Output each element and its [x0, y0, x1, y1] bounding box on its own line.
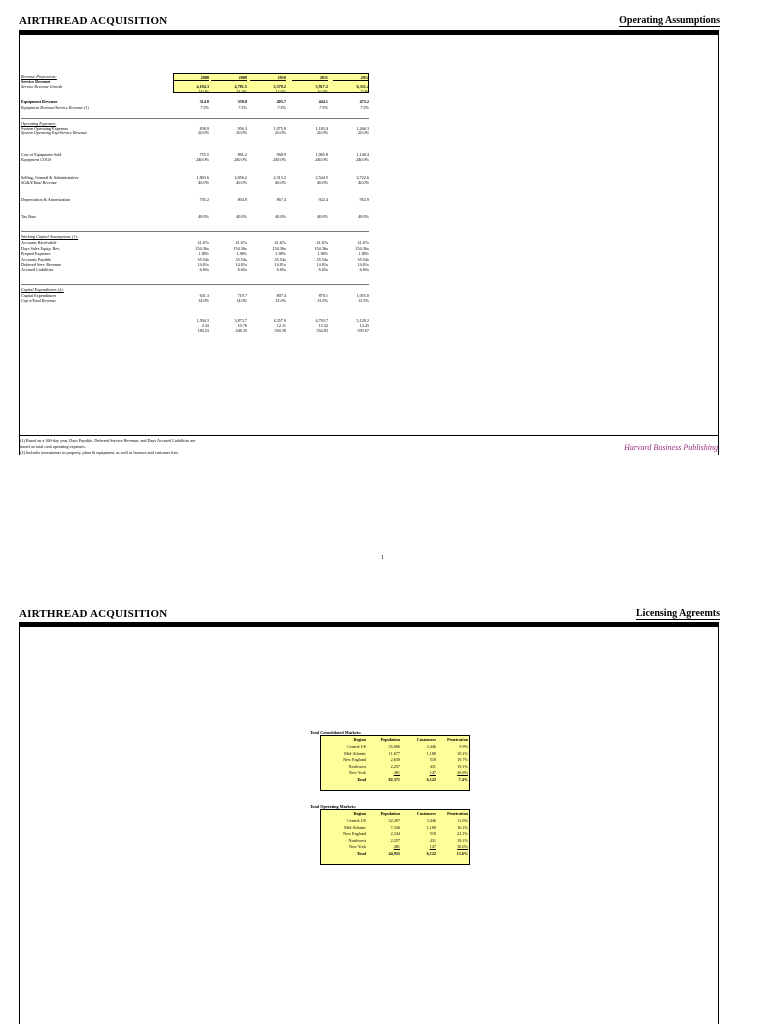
market-table-header: Region	[353, 737, 366, 742]
row-label: Selling, General & Administrative	[21, 175, 79, 180]
title-rule	[19, 622, 719, 627]
market-table-total: 6,122	[426, 777, 436, 782]
table-cell: 1.38%	[275, 251, 286, 256]
table-cell: 1,140.4	[356, 152, 369, 157]
table-cell: 719.7	[237, 293, 247, 298]
table-cell: 10.76	[237, 323, 247, 328]
table-cell: 40.0%	[198, 180, 209, 185]
row-label: Accounts Receivable	[21, 240, 57, 245]
row-label: Accrued Liabilities	[21, 267, 54, 272]
table-cell: 41.67x	[197, 240, 209, 245]
footnote-divider	[19, 435, 718, 436]
table-cell: 922.4	[318, 197, 328, 202]
market-table-cell: 2,344	[390, 831, 400, 836]
table-cell: 1,594.3	[196, 318, 209, 323]
market-table-cell: 481	[393, 844, 400, 849]
table-cell: 40.0%	[358, 214, 369, 219]
page-title: AIRTHREAD ACQUISITION	[19, 15, 168, 27]
title-rule	[19, 30, 719, 35]
table-cell: 1,065.8	[315, 152, 328, 157]
table-cell: 6.65x	[318, 267, 328, 272]
market-table-cell: 481	[393, 770, 400, 775]
table-cell: 554.83	[316, 328, 328, 333]
left-border	[19, 622, 20, 1024]
table-cell: 755.5	[199, 152, 209, 157]
table-cell: 807.4	[276, 293, 286, 298]
row-label: Service Revenue	[21, 79, 51, 84]
market-table-header: Population	[380, 737, 400, 742]
table-cell: 154.36x	[195, 246, 209, 251]
table-cell: 2,722.6	[356, 175, 369, 180]
market-table-cell: 19.1%	[457, 763, 468, 769]
row-label: Deferred Serv. Revenue	[21, 262, 62, 267]
row-label: Operating Expenses:	[21, 121, 57, 126]
table-cell: 15.5%	[317, 298, 328, 303]
table-cell: 154.36x	[272, 246, 286, 251]
table-cell: 5,129.2	[356, 318, 369, 323]
table-cell: 15.5%	[358, 298, 369, 303]
market-table-cell: Central US	[347, 744, 366, 749]
market-table-cell: Northwest	[348, 763, 366, 769]
year-header: 2012	[333, 75, 369, 81]
market-table-cell: 518	[429, 831, 436, 836]
table-cell: 1,075.8	[273, 126, 286, 131]
market-table-cell: 2,257	[390, 763, 400, 769]
table-cell: 14.01x	[197, 262, 209, 267]
row-label: Equipment Revenue	[21, 99, 58, 104]
market-table-cell: New England	[343, 831, 366, 836]
table-cell: 40.0%	[236, 180, 247, 185]
row-label: Capital Expenditures	[21, 293, 57, 298]
row-label: Service Revenue Growth	[21, 84, 63, 89]
table-cell: 12.5%	[275, 89, 286, 94]
table-cell: 12.11	[276, 323, 286, 328]
right-border	[718, 30, 719, 455]
table-cell: 1,266.3	[356, 126, 369, 131]
table-cell: 1,803.6	[196, 175, 209, 180]
table-cell: 35.54x	[357, 257, 369, 262]
market-table-cell: 19.1%	[457, 837, 468, 843]
table-cell: 14.01x	[274, 262, 286, 267]
row-label: Revenue Projections:	[21, 74, 57, 79]
table-cell: 3,873.7	[234, 318, 247, 323]
table-cell: 14.01x	[235, 262, 247, 267]
table-cell: 7.5%	[238, 105, 247, 110]
market-table-cell: Mid-Atlantic	[344, 750, 366, 756]
table-cell: 13.32	[318, 323, 328, 328]
market-table-cell: 5.9%	[459, 744, 468, 749]
market-table	[310, 730, 470, 796]
market-table-cell: 30.6%	[457, 844, 468, 849]
table-cell: 6.65x	[276, 267, 286, 272]
table-cell: 184.53	[197, 328, 209, 333]
table-cell: 952.9	[359, 197, 369, 202]
market-table-header: Customers	[416, 737, 436, 742]
table-cell: 4.43	[201, 323, 209, 328]
row-label: Days Sales Equip. Rev.	[21, 246, 61, 251]
table-cell: 5,379.2	[273, 84, 286, 89]
market-table-cell: 55,696	[388, 744, 400, 749]
row-label: SG&A/Total Revenue	[21, 180, 57, 185]
year-header: 2009	[211, 75, 247, 81]
table-cell: 20.0%	[198, 130, 209, 135]
table-cell: 154.36x	[233, 246, 247, 251]
table-cell: 1,055.0	[356, 293, 369, 298]
table-cell: 2,544.5	[315, 175, 328, 180]
table-cell: 5,917.2	[315, 84, 328, 89]
table-cell: 861.2	[237, 152, 247, 157]
page-title: AIRTHREAD ACQUISITION	[19, 608, 168, 620]
market-table-cell: 518	[429, 757, 436, 762]
year-header: 2010	[250, 75, 286, 81]
table-cell: 475.2	[359, 99, 369, 104]
market-table-cell: 1,180	[426, 750, 436, 756]
table-cell: 10.0%	[317, 89, 328, 94]
market-table-cell: 16.1%	[457, 824, 468, 830]
table-cell: 15.0%	[275, 298, 286, 303]
table-cell: 2,056.2	[234, 175, 247, 180]
market-table-total: 44,955	[388, 851, 400, 856]
row-label: Prepaid Expenses	[21, 251, 51, 256]
table-cell: 40.0%	[317, 180, 328, 185]
year-header: 2008	[173, 75, 209, 81]
table-cell: 240.0%	[315, 157, 328, 162]
market-table-cell: 11.6%	[457, 818, 468, 823]
market-table-cell: Central US	[347, 818, 366, 823]
table-cell: 1.38%	[358, 251, 369, 256]
table-cell: 41.67x	[274, 240, 286, 245]
table-cell: 1.38%	[198, 251, 209, 256]
section-rule	[21, 284, 369, 285]
table-cell: 4,793.7	[315, 318, 328, 323]
table-cell: 40.0%	[358, 180, 369, 185]
table-cell: 20.0%	[236, 130, 247, 135]
table-cell: 444.1	[318, 99, 328, 104]
table-cell: 4,194.3	[196, 84, 209, 89]
table-cell: 14.25	[359, 323, 369, 328]
row-label: Cost of Equipment Sold	[21, 152, 62, 157]
market-table-header: Customers	[416, 811, 436, 816]
table-cell: 41.67x	[235, 240, 247, 245]
footnote: (1) Based on a 360-day year. Days Payable, Deferred Service Revenue, and Days Accrued Liabilities are	[20, 438, 196, 443]
table-cell: 7.5%	[360, 105, 369, 110]
table-cell: 14.0%	[236, 298, 247, 303]
market-table-cell: 32,497	[388, 818, 400, 823]
table-cell: 41.67x	[357, 240, 369, 245]
table-cell: 870.1	[318, 293, 328, 298]
market-table-header: Penetration	[447, 811, 468, 816]
market-table-cell: 2,630	[390, 757, 400, 762]
market-table-cell: 147	[429, 770, 436, 775]
table-cell: 7.5%	[277, 105, 286, 110]
table-cell: 4,781.5	[234, 84, 247, 89]
table-cell: 14.01x	[357, 262, 369, 267]
row-label: Tax Rate	[21, 214, 36, 219]
table-cell: 14.01x	[316, 262, 328, 267]
table-cell: 35.54x	[235, 257, 247, 262]
table-cell: 7.5%	[200, 105, 209, 110]
market-table-cell: 1,180	[426, 824, 436, 830]
page-subtitle: Operating Assumptions	[619, 15, 720, 26]
market-table-cell: Northwest	[348, 837, 366, 843]
table-cell: 20.0%	[275, 130, 286, 135]
market-table-total: 7.4%	[458, 777, 468, 782]
table-cell: 14.0%	[198, 298, 209, 303]
table-cell: 1,183.4	[315, 126, 328, 131]
table-cell: 314.8	[199, 99, 209, 104]
market-table-cell: 3,446	[426, 744, 436, 749]
row-label: Equipment Revenue/Service Revenue (1)	[21, 105, 90, 110]
table-cell: 2,313.2	[273, 175, 286, 180]
market-table-title: Total Operating Markets:	[310, 804, 357, 809]
market-table-cell: 2,257	[390, 837, 400, 843]
table-cell: 1.38%	[317, 251, 328, 256]
table-cell: 631.3	[199, 293, 209, 298]
table-cell: 40.0%	[275, 180, 286, 185]
market-table-cell: 11,677	[388, 750, 400, 756]
table-cell: 20.0%	[317, 130, 328, 135]
row-label: Capital Expenditures (2):	[21, 287, 64, 292]
table-cell: 6.65x	[199, 267, 209, 272]
table-cell: 7.0%	[360, 89, 369, 94]
row-label: Accounts Payable	[21, 257, 52, 262]
table-cell: 7.5%	[319, 105, 328, 110]
table-cell: 804.0	[237, 197, 247, 202]
market-table-title: Total Consolidated Markets:	[310, 730, 362, 735]
row-label: System Operating Exp/Service Revenue	[21, 130, 88, 135]
table-cell: 6.65x	[359, 267, 369, 272]
market-table-total: Total	[356, 851, 366, 856]
table-cell: 35.54x	[316, 257, 328, 262]
page-number: 1	[381, 555, 384, 561]
table-cell: 40.0%	[275, 214, 286, 219]
table-cell: 6.65x	[237, 267, 247, 272]
market-table-cell: 147	[429, 844, 436, 849]
market-table-cell: New York	[349, 770, 366, 775]
market-table-total: 82,371	[388, 777, 400, 782]
market-table-cell: 19.7%	[457, 757, 468, 762]
market-table-cell: Mid-Atlantic	[344, 824, 366, 830]
footnote: based on total cash operating expenses.	[20, 444, 86, 449]
table-cell: 14.0%	[236, 89, 247, 94]
table-cell: 358.8	[237, 99, 247, 104]
left-border	[19, 30, 20, 455]
market-table-header: Population	[380, 811, 400, 816]
row-label: Depreciation & Amortization	[21, 197, 71, 202]
table-cell: 867.4	[276, 197, 286, 202]
row-label: Equipment COGS	[21, 157, 52, 162]
market-table-cell: New England	[343, 757, 366, 762]
row-label: Cap-x/Total Revenue	[21, 298, 57, 303]
market-table-cell: 7,346	[390, 824, 400, 830]
table-cell: 593.67	[357, 328, 369, 333]
market-table-cell: 10.1%	[457, 750, 468, 756]
market-table-cell: 30.6%	[457, 770, 468, 775]
table-cell: 956.3	[237, 126, 247, 131]
market-table	[310, 804, 470, 870]
market-table-cell: New York	[349, 844, 366, 849]
table-cell: 448.35	[235, 328, 247, 333]
table-cell: 40.0%	[236, 214, 247, 219]
section-rule	[21, 118, 369, 119]
licensing-agreements-page	[0, 600, 768, 1024]
table-cell: 20.0%	[358, 130, 369, 135]
market-table-header: Region	[353, 811, 366, 816]
market-table-cell: 431	[429, 837, 436, 843]
table-cell: 504.39	[274, 328, 286, 333]
table-cell: 35.54x	[197, 257, 209, 262]
table-cell: 838.9	[199, 126, 209, 131]
table-cell: 240.0%	[356, 157, 369, 162]
table-cell: 403.7	[276, 99, 286, 104]
table-cell: 968.9	[276, 152, 286, 157]
market-table-cell: 3,446	[426, 818, 436, 823]
market-table-header: Penetration	[447, 737, 468, 742]
table-cell: 40.0%	[198, 214, 209, 219]
market-table-total: 13.6%	[456, 851, 468, 856]
table-cell: 14.0%	[198, 89, 209, 94]
market-table-total: Total	[356, 777, 366, 782]
table-cell: 4,357.9	[273, 318, 286, 323]
row-label: Working Capital Assumptions (1):	[21, 234, 79, 239]
table-cell: 35.54x	[274, 257, 286, 262]
table-cell: 1.38%	[236, 251, 247, 256]
table-cell: 40.0%	[317, 214, 328, 219]
market-table-cell: 22.1%	[457, 831, 468, 836]
section-rule	[21, 231, 369, 232]
market-table-cell: 431	[429, 763, 436, 769]
row-label: System Operating Expenses	[21, 126, 68, 131]
market-table-total: 6,122	[426, 851, 436, 856]
table-cell: 154.36x	[314, 246, 328, 251]
footnote: (2) Includes investments in property, plant & equipment, as well as licenses and customer lists.	[20, 450, 179, 455]
table-cell: 240.0%	[273, 157, 286, 162]
publisher-credit: Harvard Business Publishing	[624, 443, 718, 452]
right-border	[718, 622, 719, 1024]
table-cell: 240.0%	[196, 157, 209, 162]
table-cell: 41.67x	[316, 240, 328, 245]
page-subtitle: Licensing Agreemts	[636, 608, 720, 619]
table-cell: 154.36x	[355, 246, 369, 251]
table-cell: 6,331.4	[356, 84, 369, 89]
year-header: 2011	[292, 75, 328, 81]
table-cell: 240.0%	[234, 157, 247, 162]
table-cell: 705.2	[199, 197, 209, 202]
